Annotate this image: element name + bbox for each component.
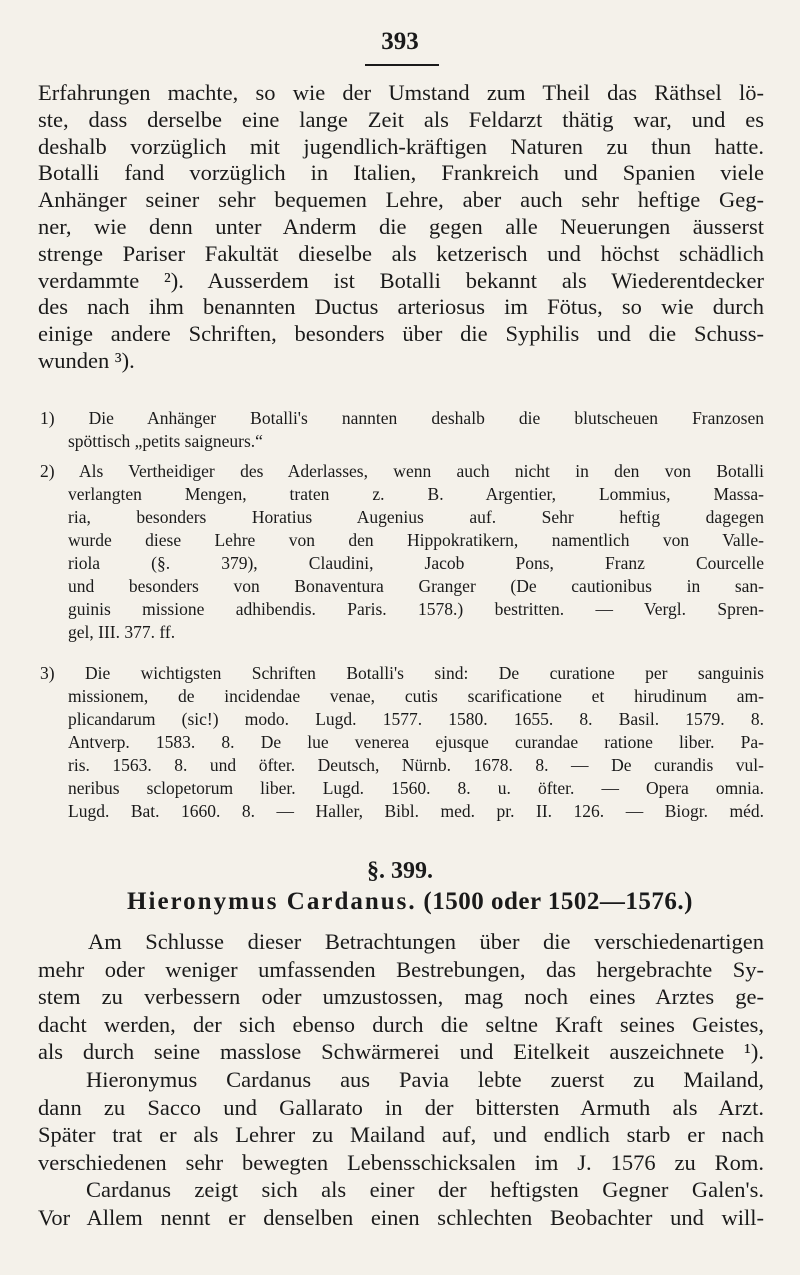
footnote-line: guinis missione adhibendis. Paris. 1578.) bestritten. — Vergl. Spren- [68, 599, 764, 619]
section-heading-dates: (1500 oder 1502—1576.) [423, 888, 693, 915]
footnote-1 [40, 407, 764, 453]
text-line: verdammte ²). Ausserdem ist Botalli bekannt als Wiederentdecker [38, 267, 764, 293]
text-line: Vor Allem nennt er denselben einen schlechten Beobachter und will- [38, 1204, 764, 1230]
text-line: des nach ihm benannten Ductus arteriosus im Fötus, so wie durch [38, 294, 764, 320]
footnote-line: ris. 1563. 8. und öfter. Deutsch, Nürnb. 1678. 8. — De curandis vul- [68, 755, 764, 775]
paragraph-botalli [38, 80, 764, 375]
section-number: §. 399. [367, 858, 433, 884]
footnote-line: gel, III. 377. ff. [68, 622, 176, 642]
footnote-line: wurde diese Lehre von den Hippokratikern, namentlich von Valle- [68, 530, 764, 550]
page-number-rule [365, 64, 439, 66]
text-line: stem zu verbessern oder umzustossen, mag noch eines Arztes ge- [38, 984, 764, 1010]
footnote-line: verlangten Mengen, traten z. B. Argentier, Lommius, Massa- [68, 484, 764, 504]
footnote-line: 1) Die Anhänger Botalli's nannten deshalb die blutscheuen Franzosen [40, 408, 764, 428]
text-line: verschiedenen sehr bewegten Lebensschicksalen im J. 1576 zu Rom. [38, 1149, 764, 1175]
text-line: Cardanus zeigt sich als einer der heftigsten Gegner Galen's. [86, 1177, 764, 1203]
text-line: einige andere Schriften, besonders über die Syphilis und die Schuss- [38, 321, 764, 347]
footnote-line: und besonders von Bonaventura Granger (De cautionibus in san- [68, 576, 764, 596]
text-line: ner, wie denn unter Anderm die gegen alle Neuerungen äusserst [38, 213, 764, 239]
text-line: Später trat er als Lehrer zu Mailand auf, und endlich starb er nach [38, 1122, 764, 1148]
text-line: mehr oder weniger umfassenden Bestrebungen, das hergebrachte Sy- [38, 956, 764, 982]
text-line: Am Schlusse dieser Betrachtungen über die verschiedenartigen [88, 929, 764, 954]
section-heading-name: Hieronymus Cardanus. [127, 888, 417, 915]
text-line: Anhänger seiner sehr bequemen Lehre, aber auch sehr heftige Geg- [38, 187, 764, 213]
text-line: dann zu Sacco und Gallarato in der bittersten Armuth als Arzt. [38, 1094, 764, 1120]
footnote-line: neribus sclopetorum liber. Lugd. 1560. 8. u. öfter. — Opera omnia. [68, 778, 764, 798]
text-line: ste, dass derselbe eine lange Zeit als Feldarzt thätig war, und es [38, 106, 764, 132]
text-line: Hieronymus Cardanus aus Pavia lebte zuerst zu Mailand, [86, 1066, 764, 1092]
section-heading [100, 888, 720, 916]
text-line: Erfahrungen machte, so wie der Umstand zum Theil das Räthsel lö- [38, 80, 764, 105]
text-line: Botalli fand vorzüglich in Italien, Frankreich und Spanien viele [38, 160, 764, 186]
page-number: 393 [381, 28, 419, 55]
footnote-line: plicandarum (sic!) modo. Lugd. 1577. 1580. 1655. 8. Basil. 1579. 8. [68, 709, 764, 729]
footnote-line: missionem, de incidendae venae, cutis scarificatione et hirudinum am- [68, 686, 764, 706]
footnote-line: 2) Als Vertheidiger des Aderlasses, wenn auch nicht in den von Botalli [40, 461, 764, 481]
footnote-line: 3) Die wichtigsten Schriften Botalli's sind: De curatione per sanguinis [40, 663, 764, 683]
text-line: als durch seine masslose Schwärmerei und Eitelkeit auszeichnete ¹). [38, 1039, 764, 1065]
text-line: wunden ³). [38, 347, 135, 373]
footnote-line: spöttisch „petits saigneurs.“ [68, 431, 263, 451]
text-line: strenge Pariser Fakultät dieselbe als ketzerisch und höchst schädlich [38, 240, 764, 266]
footnote-line: Lugd. Bat. 1660. 8. — Haller, Bibl. med. pr. II. 126. — Biogr. méd. [68, 801, 764, 821]
footnote-2 [40, 460, 764, 644]
paragraph-cardanus [38, 928, 764, 1232]
footnote-3 [40, 662, 764, 823]
text-line: dacht werden, der sich ebenso durch die seltne Kraft seines Geistes, [38, 1011, 764, 1037]
footnote-line: riola (§. 379), Claudini, Jacob Pons, Franz Courcelle [68, 553, 764, 573]
text-line: deshalb vorzüglich mit jugendlich-kräftigen Naturen zu thun hatte. [38, 133, 764, 159]
footnote-line: ria, besonders Horatius Augenius auf. Sehr heftig dagegen [68, 507, 764, 527]
footnote-line: Antverp. 1583. 8. De lue venerea ejusque curandae ratione liber. Pa- [68, 732, 764, 752]
